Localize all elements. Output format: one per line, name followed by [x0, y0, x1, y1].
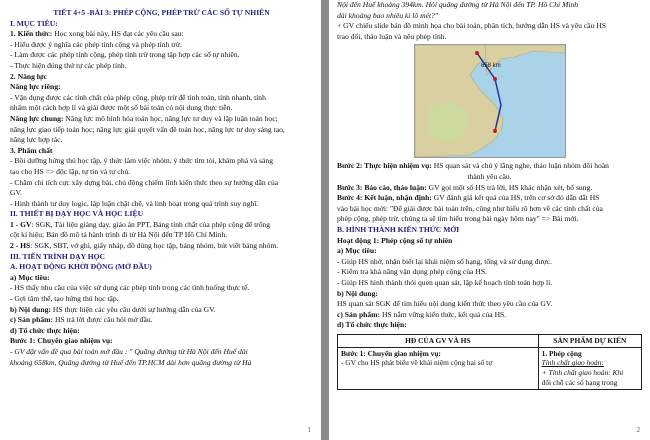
paragraph-line: phép cộng, phép trừ, chúng ta sẽ tìm hiểu trong bài ngày hôm nay" => Bài mới.: [337, 214, 579, 224]
vietnam-route-map: [414, 44, 566, 158]
hanoi-marker: [475, 51, 479, 55]
teacher-label: 1 - GV: [10, 219, 32, 229]
paragraph-line: GV.: [10, 188, 22, 198]
content-label: b) Nội dung:: [10, 304, 51, 314]
bullet: - Hiểu được ý nghĩa các phép tính cộng và phép tính trừ.: [10, 39, 182, 49]
activity-table: [337, 334, 642, 390]
teacher-text: : SGK, Tài liệu giảng dạy, giáo án PPT, Bảng tính chất của phép cộng để trống: [31, 219, 271, 229]
paragraph-line: năng lực giao tiếp toán học; năng lực giải quyết vấn đề toán học, năng lực tư duy sáng tạo,: [10, 124, 285, 134]
cell-line: - GV cho HS phát biểu về khái niệm cộng hai số tự: [341, 358, 493, 368]
knowledge-text: Học xong bài này, HS đạt các yêu cầu sau:: [52, 29, 184, 39]
paragraph-line: thành yêu cầu.: [467, 171, 512, 181]
step-2-text: HS quan sát và chú ý lắng nghe, thảo luận nhóm đôi hoàn: [431, 161, 609, 171]
paragraph-line: - Gợi tâm thế, tạo hứng thú học tập.: [10, 294, 119, 304]
paragraph-line: tạo cho HS => độc lập, tự tin và tự chủ.: [10, 166, 131, 176]
hue-marker: [493, 77, 497, 81]
product-line: [337, 310, 642, 321]
table-cell: [538, 347, 641, 389]
product-label: c) Sản phẩm:: [10, 315, 54, 325]
goal-label: a) Mục tiêu:: [10, 272, 50, 282]
step-3-line: [337, 183, 642, 194]
product-text: HS nắm vững kiến thức, kết quả của HS.: [380, 309, 507, 319]
paragraph-line: - Giúp HS hình thành thói quen quan sát, lập kế hoạch tính toán hợp lí.: [337, 277, 553, 287]
table-header-cell: SẢN PHẨM DỰ KIẾN: [538, 334, 641, 347]
paragraph-line: - Chăm chỉ tích cực xây dựng bài, chủ động chiếm lĩnh kiến thức theo sự hướng dẫn của: [10, 177, 279, 187]
paragraph-line: HS quan sát SGK để tìm hiểu nội dung kiến thức theo yêu cầu của GV.: [337, 299, 553, 309]
knowledge-label: 1. Kiến thức:: [10, 29, 53, 39]
general-competence-text: Năng lực mô hình hóa toán học, năng lực tư duy và lập luận toán học;: [63, 113, 278, 123]
page-number: 2: [636, 426, 640, 434]
general-competence-line: [10, 114, 313, 125]
student-equipment-line: [10, 241, 313, 252]
problem-line: - GV đặt vấn đề qua bài toán mở đầu : " Quãng đường từ Hà Nội đến Huế dài: [10, 347, 248, 356]
cell-line: đổi chỗ các số hạng trong: [541, 378, 618, 388]
paragraph-line: năng lực hợp tác.: [10, 135, 63, 145]
step-4-label: Bước 4: Kết luận, nhận định:: [337, 193, 432, 203]
paragraph-line: nhẩm một cách hợp lí và giải được một số bài toán có nội dung thực tiễn.: [10, 103, 233, 113]
knowledge-line: [10, 29, 313, 40]
document-page-2: [329, 0, 650, 440]
section-process: III. TIẾN TRÌNH DẠY HỌC: [10, 251, 106, 261]
paragraph-line: - Kiểm tra khả năng vận dụng phép cộng của HS.: [337, 267, 487, 277]
cell-line: Bước 1: Chuyển giao nhiệm vụ:: [341, 348, 441, 358]
paragraph-line: vào bài học mới: "Để giải được bài toán trên, cũng như hiểu rõ hơn về các tính chất của: [337, 203, 603, 213]
paragraph-line: cột kí hiệu; Bản đồ mô tả hành trình đi từ Hà Nội đến TP Hồ Chí Minh.: [10, 230, 228, 240]
section-equipment: II. THIẾT BỊ DẠY HỌC VÀ HỌC LIỆU: [10, 209, 144, 219]
step-2-label: Bước 2: Thực hiện nhiệm vụ:: [337, 161, 432, 171]
map-graphic: [415, 45, 565, 157]
product-text: HS trả lời được câu hỏi mở đầu.: [53, 315, 153, 325]
table-header-row: [338, 334, 642, 347]
general-competence-label: Năng lực chung:: [10, 113, 64, 123]
paragraph-line: + GV chiếu slide bản đồ minh họa cho bài toán, phân tích, hướng dẫn HS và yêu cầu HS: [337, 21, 606, 31]
bullet: - Làm được các phép tính cộng, phép tính trừ trong tập hợp các số tự nhiên.: [10, 50, 240, 60]
paragraph-line: - Giúp HS nhớ, nhận biết lại khái niệm số hạng, tổng và sử dụng được.: [337, 256, 552, 266]
cell-line: + Tính chất giao hoán: Khi: [541, 368, 624, 378]
activity-1-heading: Hoạt động 1: Phép cộng số tự nhiên: [337, 235, 453, 245]
product-label: c) Sản phẩm:: [337, 309, 381, 319]
lesson-title: TIẾT 4+5 -BÀI 3: PHÉP CỘNG, PHÉP TRỪ CÁC SỐ TỰ NHIÊN: [53, 8, 270, 17]
document-page-1: [0, 0, 321, 440]
organization-label: d) Tổ chức thực hiện:: [337, 320, 407, 330]
step-2-line: [337, 161, 642, 172]
product-line: [10, 315, 313, 326]
paragraph-line: - HS thấy nhu cầu của việc sử dụng các phép tính trong các tình huống thực tế.: [10, 283, 250, 293]
section-warmup: A. HOẠT ĐỘNG KHỞI ĐỘNG (MỞ ĐẦU): [10, 262, 152, 272]
distance-label: 658 km: [480, 63, 501, 70]
bullet: - Thực hiện đúng thứ tự các phép tính.: [10, 60, 127, 70]
section-new-knowledge: B. HÌNH THÀNH KIẾN THỨC MỚI: [337, 224, 460, 234]
goal-label: a) Mục tiêu:: [337, 246, 377, 256]
paragraph-line: - Hình thành tư duy logic, lập luận chặt chẽ, và linh hoạt trong quá trình suy nghĩ.: [10, 198, 259, 208]
step-3-text: GV gọi một số HS trả lời, HS khác nhận xét, bổ sung.: [426, 182, 593, 192]
table-row: [338, 347, 642, 389]
section-objectives: I. MỤC TIÊU:: [10, 18, 58, 28]
problem-line: Nội đến Huế khoảng 394km. Hỏi quãng đường từ Hà Nội đến TP. Hồ Chí Minh: [337, 0, 579, 9]
teacher-equipment-line: [10, 220, 313, 231]
step-4-text: GV đánh giá kết quả của HS, trên cơ sở đó dẫn dắt HS: [431, 193, 600, 203]
qualities-heading: 3. Phẩm chất: [10, 145, 53, 155]
step-3-label: Bước 3: Báo cáo, thảo luận:: [337, 182, 427, 192]
step-1-heading: Bước 1: Chuyển giao nhiệm vụ:: [10, 336, 113, 346]
content-text: HS thực hiện các yêu cầu dưới sự hướng dẫn của GV.: [50, 304, 216, 314]
organization-label: d) Tổ chức thực hiện:: [10, 325, 80, 335]
student-label: 2 - HS: [10, 241, 31, 251]
page-number: 1: [307, 426, 311, 434]
cell-line: Tính chất giao hoán:: [541, 358, 604, 368]
paragraph-line: trao đổi, thảo luận và nêu phép tính.: [337, 31, 447, 41]
problem-line: dài khoảng bao nhiêu ki lô mét?": [337, 10, 439, 20]
student-text: : SGK, SBT, vở ghi, giấy nháp, đồ dùng học tập, bảng nhóm, bút viết bảng nhóm.: [30, 241, 279, 251]
step-4-line: [337, 193, 642, 204]
hcm-marker: [493, 129, 497, 133]
cell-line: 1. Phép cộng: [541, 348, 582, 358]
paragraph-line: - Bồi dưỡng hứng thú học tập, ý thức làm việc nhóm, ý thức tìm tòi, khám phá và sáng: [10, 156, 274, 166]
paragraph-line: - Vận dụng được các tính chất của phép cộng, phép trừ để tính toán, tính nhanh, tính: [10, 92, 266, 102]
content-label: b) Nội dung:: [337, 288, 378, 298]
competence-heading: 2. Năng lực: [10, 71, 47, 81]
problem-line: khoảng 658km, Quãng đường từ Huế đến TP.HCM dài hơn quãng đường từ Hà: [10, 357, 252, 367]
content-line: [10, 305, 313, 316]
table-header-cell: HĐ CỦA GV VÀ HS: [338, 334, 539, 347]
table-cell: [338, 347, 539, 389]
specific-competence-heading: Năng lực riêng:: [10, 82, 61, 92]
map-land-north: [485, 45, 565, 75]
